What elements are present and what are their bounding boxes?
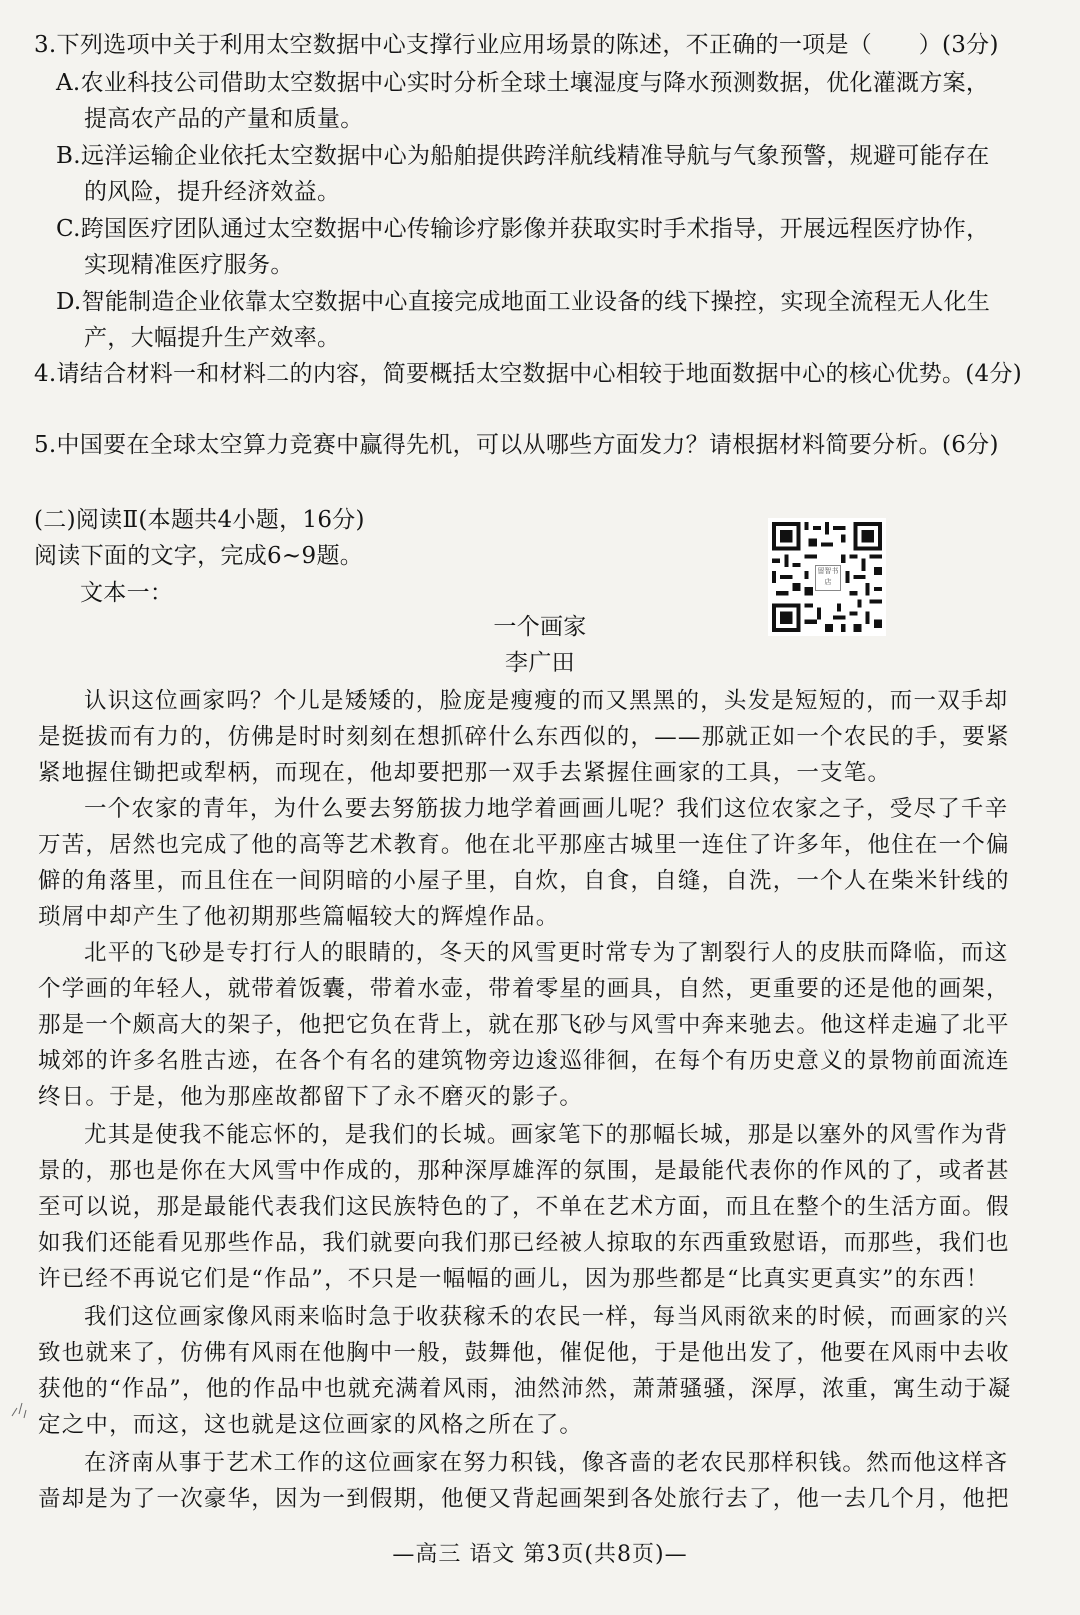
section-heading: (二)阅读Ⅱ(本题共4小题，16分): [34, 507, 365, 533]
article-line: 啬却是为了一次豪华，因为一到假期，他便又背起画架到各处旅行去了，他一去几个月，他把: [38, 1486, 1010, 1512]
article-line: 景的，那也是你在大风雪中作成的，那种深厚雄浑的氛围，是最能代表你的作风的了，或者甚: [38, 1158, 1010, 1184]
question-4: 4.请结合材料一和材料二的内容，简要概括太空数据中心相较于地面数据中心的核心优势。(4分): [34, 361, 1023, 387]
text-one-label: 文本一：: [80, 580, 174, 606]
article-line: 一个农家的青年，为什么要去努筋拔力地学着画画儿呢？我们这位农家之子，受尽了千辛: [84, 796, 1009, 822]
article-line: 定之中，而这，这也就是这位画家的风格之所在了。: [38, 1412, 584, 1438]
question-5: 5.中国要在全球太空算力竞赛中赢得先机，可以从哪些方面发力？请根据材料简要分析。(6分): [34, 432, 999, 458]
question-3-stem: 3.下列选项中关于利用太空数据中心支撑行业应用场景的陈述，不正确的一项是（ ）(3分): [34, 32, 999, 58]
article-author: 李广田: [505, 650, 575, 676]
article-line: 万苦，居然也完成了他的高等艺术教育。他在北平那座古城里一连住了许多年，他住在一个偏: [38, 832, 1010, 858]
article-line: 紧地握住锄把或犁柄，而现在，他却要把那一双手去紧握住画家的工具，一支笔。: [38, 760, 892, 786]
q3-option-c-line2: 实现精准医疗服务。: [84, 252, 294, 278]
article-line: 获他的“作品”，他的作品中也就充满着风雨，油然沛然，萧萧骚骚，深厚，浓重，寓生动于凝: [38, 1376, 1012, 1402]
article-line: 至可以说，那是最能代表我们这民族特色的了，不单在艺术方面，而且在整个的生活方面。假: [38, 1194, 1010, 1220]
article-line: 北平的飞砂是专打行人的眼睛的，冬天的风雪更时常专为了割裂行人的皮肤而降临，而这: [84, 940, 1009, 966]
q3-option-c-line1: C.跨国医疗团队通过太空数据中心传输诊疗影像并获取实时手术指导，开展远程医疗协作，: [56, 216, 990, 242]
article-line: 终日。于是，他为那座故都留下了永不磨灭的影子。: [38, 1084, 584, 1110]
article-line: 许已经不再说它们是“作品”，不只是一幅幅的画儿，因为那些都是“比真实更真实”的东西！: [38, 1266, 990, 1292]
q3-option-d-line1: D.智能制造企业依靠太空数据中心直接完成地面工业设备的线下操控，实现全流程无人化生: [56, 289, 991, 315]
q3-option-b-line1: B.远洋运输企业依托太空数据中心为船舶提供跨洋航线精准导航与气象预警，规避可能存在: [56, 143, 990, 169]
article-line: 如我们还能看见那些作品，我们就要向我们那已经被人掠取的东西重致慰语，而那些，我们也: [38, 1230, 1010, 1256]
q3-option-a-line2: 提高农产品的产量和质量。: [84, 106, 364, 132]
article-line: 城郊的许多名胜古迹，在各个有名的建筑物旁边逡巡徘徊，在每个有历史意义的景物前面流连: [38, 1048, 1010, 1074]
qr-caption: 留智书店: [815, 565, 841, 591]
margin-smudge-icon: [8, 1394, 36, 1424]
q3-option-a-line1: A.农业科技公司借助太空数据中心实时分析全球土壤湿度与降水预测数据，优化灌溉方案，: [56, 70, 990, 96]
section-instruction: 阅读下面的文字，完成6~9题。: [34, 543, 364, 569]
q3-option-b-line2: 的风险，提升经济效益。: [84, 179, 341, 205]
article-line: 琐屑中却产生了他初期那些篇幅较大的辉煌作品。: [38, 904, 560, 930]
article-line: 在济南从事于艺术工作的这位画家在努力积钱，像吝啬的老农民那样积钱。然而他这样吝: [84, 1450, 1009, 1476]
article-line: 尤其是使我不能忘怀的，是我们的长城。画家笔下的那幅长城，那是以塞外的风雪作为背: [84, 1122, 1009, 1148]
page-footer: —高三 语文 第3页(共8页)—: [392, 1542, 688, 1567]
article-line: 僻的角落里，而且住在一间阴暗的小屋子里，自炊，自食，自缝，自洗，一个人在柴米针线的: [38, 868, 1010, 894]
q3-option-d-line2: 产，大幅提升生产效率。: [84, 325, 341, 351]
article-line: 是挺拔而有力的，仿佛是时时刻刻在想抓碎什么东西似的，——那就正如一个农民的手，要紧: [38, 724, 1010, 750]
article-title: 一个画家: [493, 614, 587, 640]
article-line: 认识这位画家吗？个儿是矮矮的，脸庞是瘦瘦的而又黑黑的，头发是短短的，而一双手却: [84, 688, 1009, 714]
article-line: 那是一个颇高大的架子，他把它负在背上，就在那飞砂与风雪中奔来驰去。他这样走遍了北平: [38, 1012, 1010, 1038]
article-line: 致也就来了，仿佛有风雨在他胸中一般，鼓舞他，催促他，于是他出发了，他要在风雨中去收: [38, 1340, 1010, 1366]
article-line: 个学画的年轻人，就带着饭囊，带着水壶，带着零星的画具，自然，更重要的还是他的画架，: [38, 976, 1010, 1002]
article-line: 我们这位画家像风雨来临时急于收获稼禾的农民一样，每当风雨欲来的时候，而画家的兴: [84, 1304, 1009, 1330]
